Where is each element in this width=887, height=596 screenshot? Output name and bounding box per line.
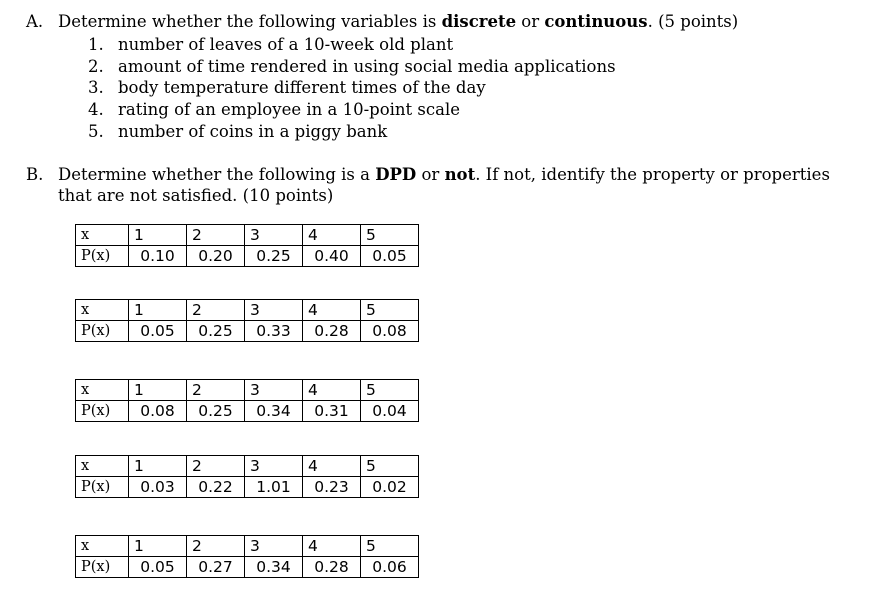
px-value-cell: 0.34 [245, 401, 303, 422]
x-value-cell: 1 [129, 536, 187, 557]
x-value-cell: 1 [129, 225, 187, 246]
px-value-cell: 0.10 [129, 246, 187, 267]
px-value-cell: 0.31 [303, 401, 361, 422]
px-value-cell: 0.27 [187, 557, 245, 578]
px-value-cell: 0.08 [361, 321, 419, 342]
x-value-cell: 4 [303, 225, 361, 246]
section-b-bold-dpd: DPD [375, 165, 417, 184]
section-b-suffix: . If not, identify the property or properties [475, 165, 830, 184]
section-b-heading [26, 164, 830, 185]
px-value-cell: 0.08 [129, 401, 187, 422]
dpd-table-1 [75, 224, 419, 267]
x-value-cell: 5 [361, 225, 419, 246]
table-row-x [76, 225, 419, 246]
px-value-cell: 1.01 [245, 477, 303, 498]
table-row-px [76, 557, 419, 578]
table-row-px [76, 401, 419, 422]
item-text: body temperature different times of the day [118, 78, 486, 98]
px-value-cell: 0.23 [303, 477, 361, 498]
section-b-heading-line2: that are not satisfied. (10 points) [58, 186, 334, 205]
x-value-cell: 5 [361, 456, 419, 477]
px-value-cell: 0.22 [187, 477, 245, 498]
x-value-cell: 2 [187, 300, 245, 321]
item-text: number of coins in a piggy bank [118, 121, 388, 141]
item-text: number of leaves of a 10-week old plant [118, 35, 454, 54]
table-row-x [76, 456, 419, 477]
x-value-cell: 5 [361, 300, 419, 321]
px-value-cell: 0.28 [303, 557, 361, 578]
px-value-cell: 0.40 [303, 246, 361, 267]
px-label-cell: P(x) [76, 246, 129, 267]
x-value-cell: 3 [245, 456, 303, 477]
table-row-x [76, 536, 419, 557]
x-value-cell: 5 [361, 536, 419, 557]
px-label-cell: P(x) [76, 477, 129, 498]
px-value-cell: 0.34 [245, 557, 303, 578]
x-value-cell: 4 [303, 456, 361, 477]
px-value-cell: 0.05 [129, 557, 187, 578]
dpd-table-4 [75, 455, 419, 498]
px-value-cell: 0.06 [361, 557, 419, 578]
px-value-cell: 0.03 [129, 477, 187, 498]
px-value-cell: 0.25 [245, 246, 303, 267]
px-label-cell: P(x) [76, 401, 129, 422]
px-value-cell: 0.33 [245, 321, 303, 342]
list-item [88, 34, 616, 56]
x-label-cell: x [76, 300, 129, 321]
px-value-cell: 0.25 [187, 401, 245, 422]
section-a-suffix: . (5 points) [647, 12, 739, 31]
dpd-table-2 [75, 299, 419, 342]
item-number: 5. [88, 121, 104, 141]
section-b-bold-not: not [444, 165, 476, 184]
table-row-x [76, 300, 419, 321]
x-value-cell: 3 [245, 380, 303, 401]
item-number: 4. [88, 100, 104, 120]
x-value-cell: 1 [129, 380, 187, 401]
x-value-cell: 3 [245, 225, 303, 246]
dpd-table-3 [75, 379, 419, 422]
x-label-cell: x [76, 380, 129, 401]
px-value-cell: 0.28 [303, 321, 361, 342]
px-label-cell: P(x) [76, 557, 129, 578]
x-label-cell: x [76, 225, 129, 246]
x-value-cell: 1 [129, 456, 187, 477]
section-a-mid: or [516, 12, 545, 31]
list-item [88, 56, 616, 78]
section-a-heading [26, 11, 738, 32]
section-b-letter: B. [26, 165, 44, 184]
section-a-bold-continuous: continuous [544, 12, 648, 31]
section-a-letter: A. [26, 12, 44, 31]
x-value-cell: 3 [245, 536, 303, 557]
table-row-px [76, 246, 419, 267]
list-item [88, 121, 616, 143]
section-b-prefix: Determine whether the following is a [58, 165, 376, 184]
px-value-cell: 0.05 [129, 321, 187, 342]
x-value-cell: 4 [303, 380, 361, 401]
list-item [88, 77, 616, 99]
x-value-cell: 3 [245, 300, 303, 321]
item-number: 2. [88, 56, 104, 76]
table-row-x [76, 380, 419, 401]
section-a-bold-discrete: discrete [441, 12, 517, 31]
section-b-mid: or [416, 165, 445, 184]
px-value-cell: 0.05 [361, 246, 419, 267]
x-value-cell: 2 [187, 536, 245, 557]
table-row-px [76, 321, 419, 342]
item-text: amount of time rendered in using social media applications [118, 56, 616, 76]
px-value-cell: 0.25 [187, 321, 245, 342]
dpd-table-5 [75, 535, 419, 578]
x-value-cell: 2 [187, 380, 245, 401]
list-item [88, 99, 616, 121]
px-label-cell: P(x) [76, 321, 129, 342]
x-value-cell: 4 [303, 300, 361, 321]
x-value-cell: 2 [187, 456, 245, 477]
section-a-item-list [88, 34, 616, 143]
px-value-cell: 0.04 [361, 401, 419, 422]
item-text: rating of an employee in a 10-point scale [118, 100, 461, 120]
px-value-cell: 0.02 [361, 477, 419, 498]
item-number: 1. [88, 35, 104, 54]
x-label-cell: x [76, 456, 129, 477]
x-value-cell: 4 [303, 536, 361, 557]
x-value-cell: 1 [129, 300, 187, 321]
px-value-cell: 0.20 [187, 246, 245, 267]
x-value-cell: 5 [361, 380, 419, 401]
section-a-prefix: Determine whether the following variables is [58, 12, 442, 31]
x-label-cell: x [76, 536, 129, 557]
x-value-cell: 2 [187, 225, 245, 246]
item-number: 3. [88, 78, 104, 98]
table-row-px [76, 477, 419, 498]
